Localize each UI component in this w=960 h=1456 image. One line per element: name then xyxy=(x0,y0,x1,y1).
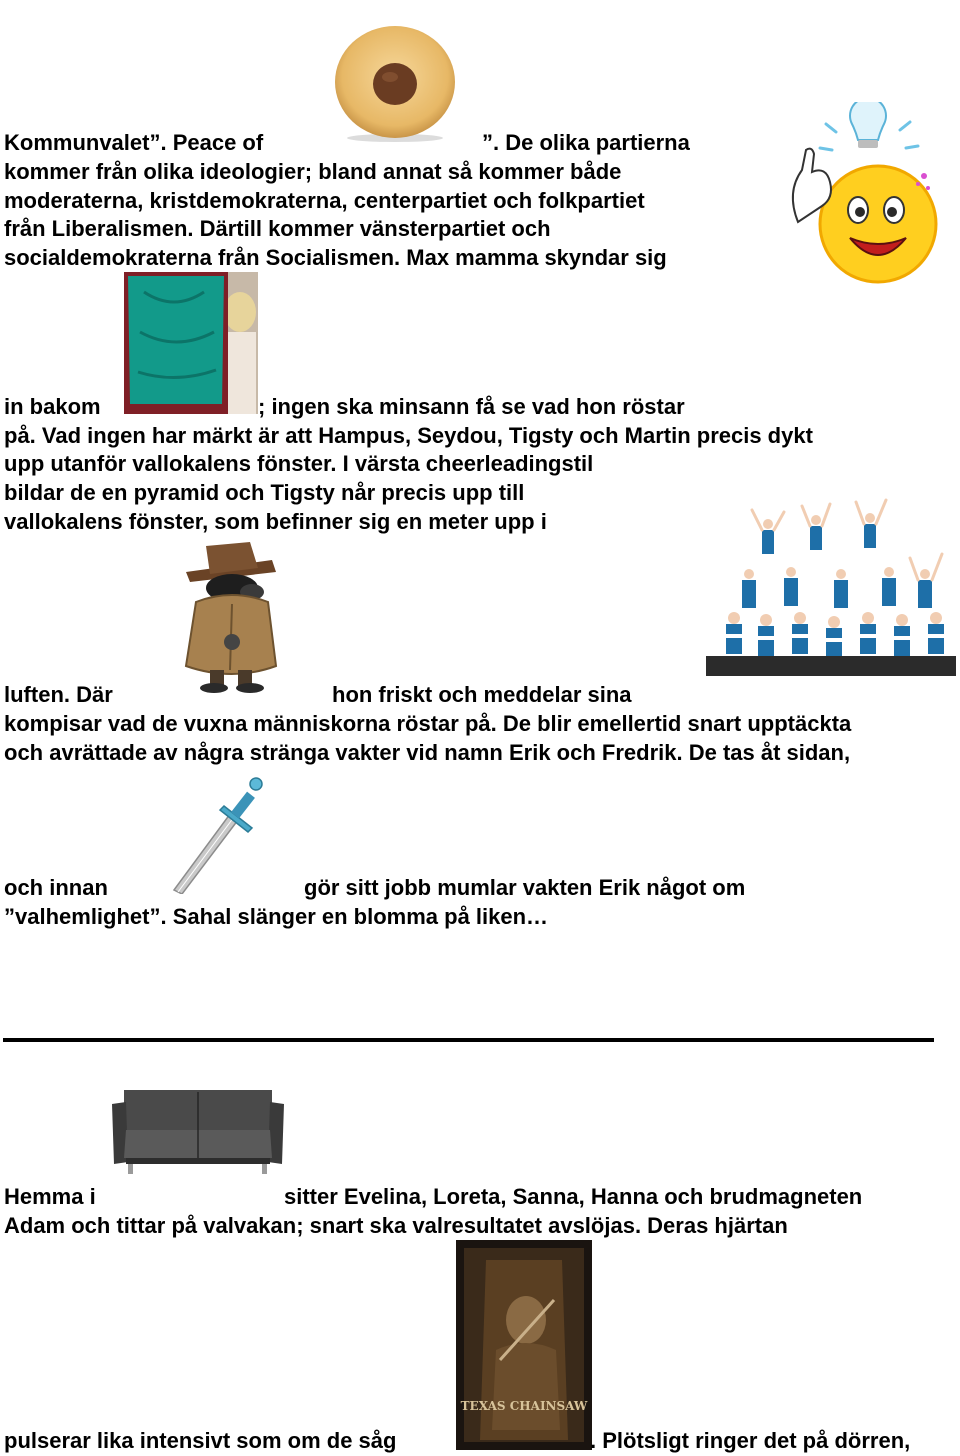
lightbulb-smiley-picture xyxy=(778,102,938,298)
text-segment: ”. De olika partierna xyxy=(482,130,690,155)
text-segment: in bakom xyxy=(4,394,101,419)
text-line: upp utanför vallokalens fönster. I värsta cheerleadingstil xyxy=(4,451,594,476)
text-segment: . Plötsligt ringer det på dörren, xyxy=(590,1428,911,1453)
text-line: Adam och tittar på valvakan; snart ska valresultatet avslöjas. Deras hjärtan xyxy=(4,1213,788,1238)
text-line: kommer från olika ideologier; bland annat så kommer både xyxy=(4,159,622,184)
text-segment: och innan xyxy=(4,875,108,900)
detective-picture xyxy=(172,542,290,694)
text-segment: ; ingen ska minsann få se vad hon röstar xyxy=(258,394,685,419)
text-segment: pulserar lika intensivt som om de såg xyxy=(4,1428,397,1453)
text-segment: hon friskt och meddelar sina xyxy=(332,682,632,707)
sofa-picture xyxy=(112,1084,284,1176)
text-line: från Liberalismen. Därtill kommer vänsterpartiet och xyxy=(4,216,551,241)
cheerleader-pyramid-picture xyxy=(706,484,956,676)
text-line: vallokalens fönster, som befinner sig en meter upp i xyxy=(4,509,547,534)
text-segment: Hemma i xyxy=(4,1184,96,1209)
text-line: moderaterna, kristdemokraterna, centerpartiet och folkpartiet xyxy=(4,188,645,213)
text-line: ”valhemlighet”. Sahal slänger en blomma på liken… xyxy=(4,904,549,929)
sword-picture xyxy=(168,774,268,894)
text-line: kompisar vad de vuxna människorna röstar på. De blir emellertid snart upptäckta xyxy=(4,711,852,736)
text-segment: Kommunvalet”. Peace of xyxy=(4,130,264,155)
poster-title-text: TEXAS CHAINSAW xyxy=(460,1399,588,1413)
cookie-picture xyxy=(330,14,460,144)
movie-poster-picture xyxy=(456,1240,592,1450)
text-line: och avrättade av några stränga vakter vid namn Erik och Fredrik. De tas åt sidan, xyxy=(4,740,851,765)
voting-booth-picture xyxy=(124,272,258,414)
text-line: bildar de en pyramid och Tigsty når precis upp till xyxy=(4,480,525,505)
horizontal-divider xyxy=(3,1038,934,1042)
text-line: på. Vad ingen har märkt är att Hampus, Seydou, Tigsty och Martin precis dykt xyxy=(4,423,813,448)
text-line: socialdemokraterna från Socialismen. Max mamma skyndar sig xyxy=(4,245,667,270)
text-segment: gör sitt jobb mumlar vakten Erik något om xyxy=(304,875,746,900)
text-segment: sitter Evelina, Loreta, Sanna, Hanna och brudmagneten xyxy=(284,1184,863,1209)
text-segment: luften. Där xyxy=(4,682,113,707)
